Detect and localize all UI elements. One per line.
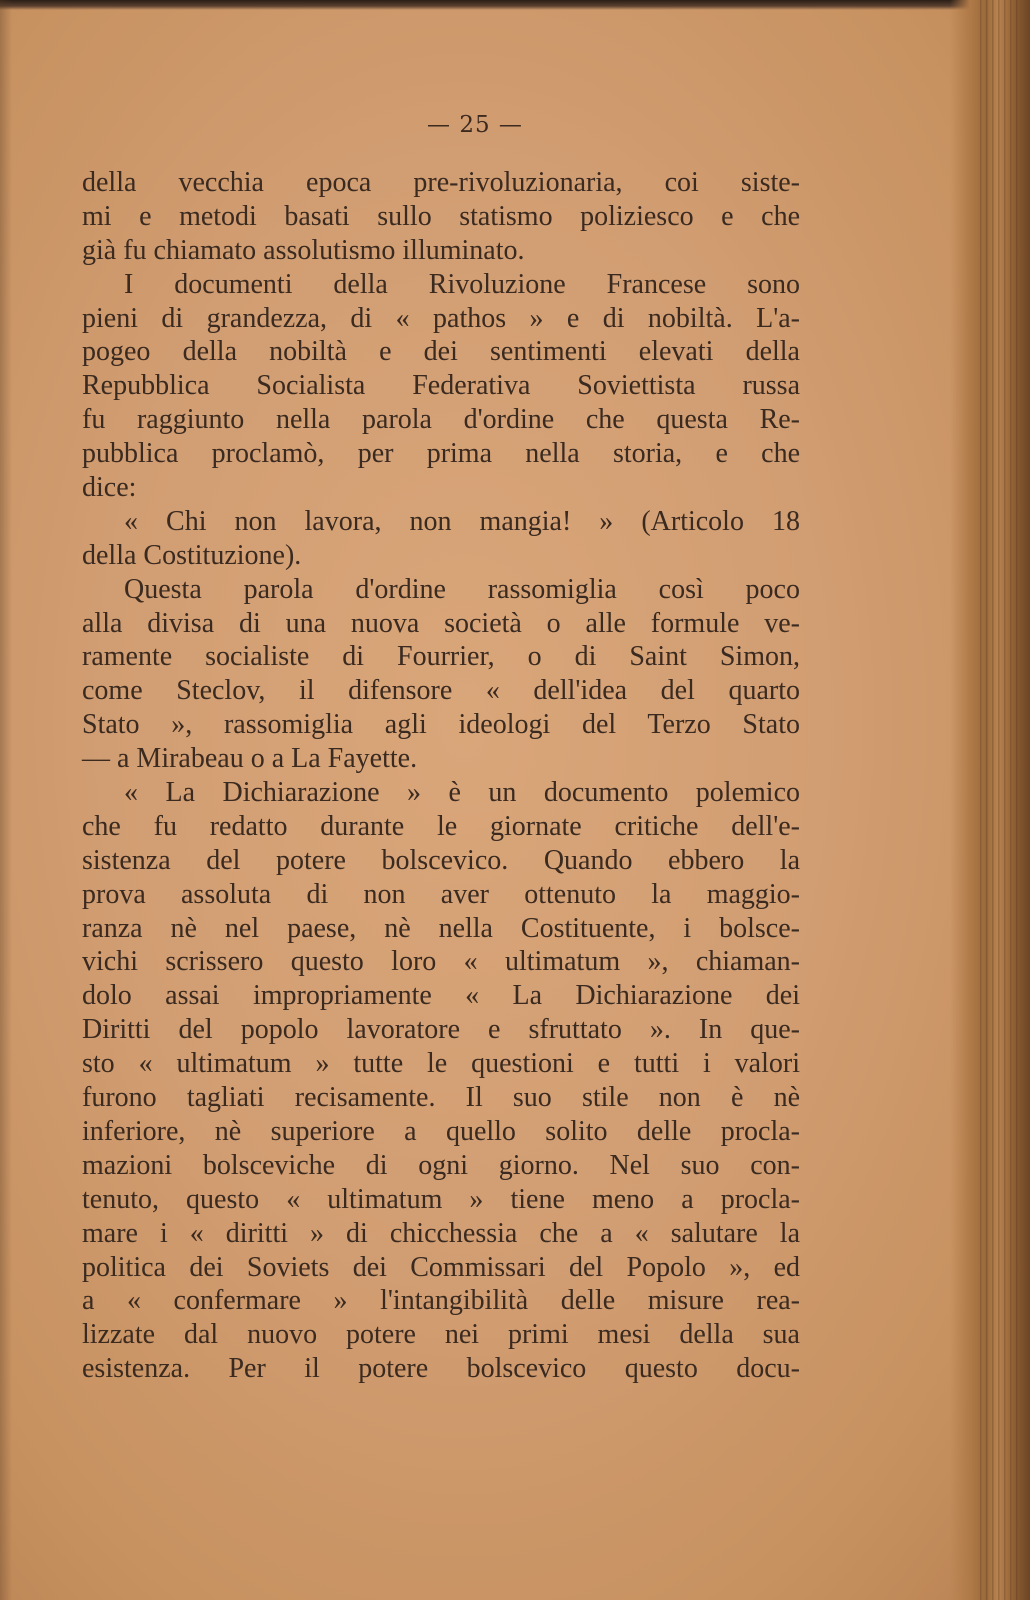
text-line: politica dei Soviets dei Commissari del Popolo », ed	[82, 1251, 800, 1283]
text-line: ranza nè nel paese, nè nella Costituente, i bolsce-	[82, 912, 800, 944]
text-line: Stato », rassomiglia agli ideologi del Terzo Stato	[82, 709, 800, 741]
text-line: come Steclov, il difensore « dell'idea del quarto	[82, 675, 800, 707]
text-line: Diritti del popolo lavoratore e sfruttato ». In que-	[82, 1014, 800, 1046]
text-line: sto « ultimatum » tutte le questioni e tutti i valori	[82, 1048, 800, 1080]
text-line: mare i « diritti » di chicchessia che a « salutare la	[82, 1217, 800, 1249]
text-line: dolo assai impropriamente « La Dichiarazione dei	[82, 980, 800, 1012]
text-line: Repubblica Socialista Federativa Soviettista russa	[82, 370, 800, 402]
text-line: Questa parola d'ordine rassomiglia così poco	[124, 573, 800, 605]
text-line: esistenza. Per il potere bolscevico questo docu-	[82, 1353, 800, 1385]
text-line: tenuto, questo « ultimatum » tiene meno a procla-	[82, 1183, 800, 1215]
text-line: — a Mirabeau o a La Fayette.	[82, 743, 418, 775]
body-text	[82, 166, 800, 1386]
text-line: a « confermare » l'intangibilità delle misure rea-	[82, 1285, 800, 1317]
page-left-edge	[0, 0, 12, 1600]
text-line: della vecchia epoca pre-rivoluzionaria, coi siste-	[82, 167, 800, 198]
text-line: sistenza del potere bolscevico. Quando ebbero la	[82, 844, 800, 876]
text-line: mazioni bolsceviche di ogni giorno. Nel suo con-	[82, 1149, 800, 1181]
text-line: fu raggiunto nella parola d'ordine che questa Re-	[82, 404, 800, 436]
text-line: alla divisa di una nuova società o alle formule ve-	[82, 607, 800, 639]
text-line: lizzate dal nuovo potere nei primi mesi della sua	[82, 1319, 800, 1351]
text-line: ramente socialiste di Fourrier, o di Saint Simon,	[82, 641, 800, 673]
text-line: inferiore, nè superiore a quello solito delle procla-	[82, 1115, 800, 1147]
text-line: mi e metodi basati sullo statismo poliziesco e che	[82, 200, 800, 232]
text-line: « Chi non lavora, non mangia! » (Articolo 18	[124, 505, 800, 537]
text-line: vichi scrissero questo loro « ultimatum », chiaman-	[82, 946, 800, 978]
text-line: pieni di grandezza, di « pathos » e di nobiltà. L'a-	[82, 302, 800, 334]
text-line: già fu chiamato assolutismo illuminato.	[82, 234, 525, 266]
page-top-edge	[0, 0, 1030, 10]
text-line: « La Dichiarazione » è un documento polemico	[124, 777, 800, 809]
text-line: prova assoluta di non aver ottenuto la maggio-	[82, 878, 800, 910]
text-line: pubblica proclamò, per prima nella storia, e che	[82, 438, 800, 470]
page-number: — 25 —	[427, 112, 523, 138]
text-line: della Costituzione).	[82, 539, 302, 571]
text-line: dice:	[82, 472, 137, 504]
spine-texture	[980, 0, 1020, 1600]
text-line: pogeo della nobiltà e dei sentimenti elevati della	[82, 336, 800, 368]
text-line: che fu redatto durante le giornate critiche dell'e-	[82, 810, 800, 842]
text-line: I documenti della Rivoluzione Francese sono	[124, 268, 800, 300]
text-line: furono tagliati recisamente. Il suo stile non è nè	[82, 1082, 800, 1114]
